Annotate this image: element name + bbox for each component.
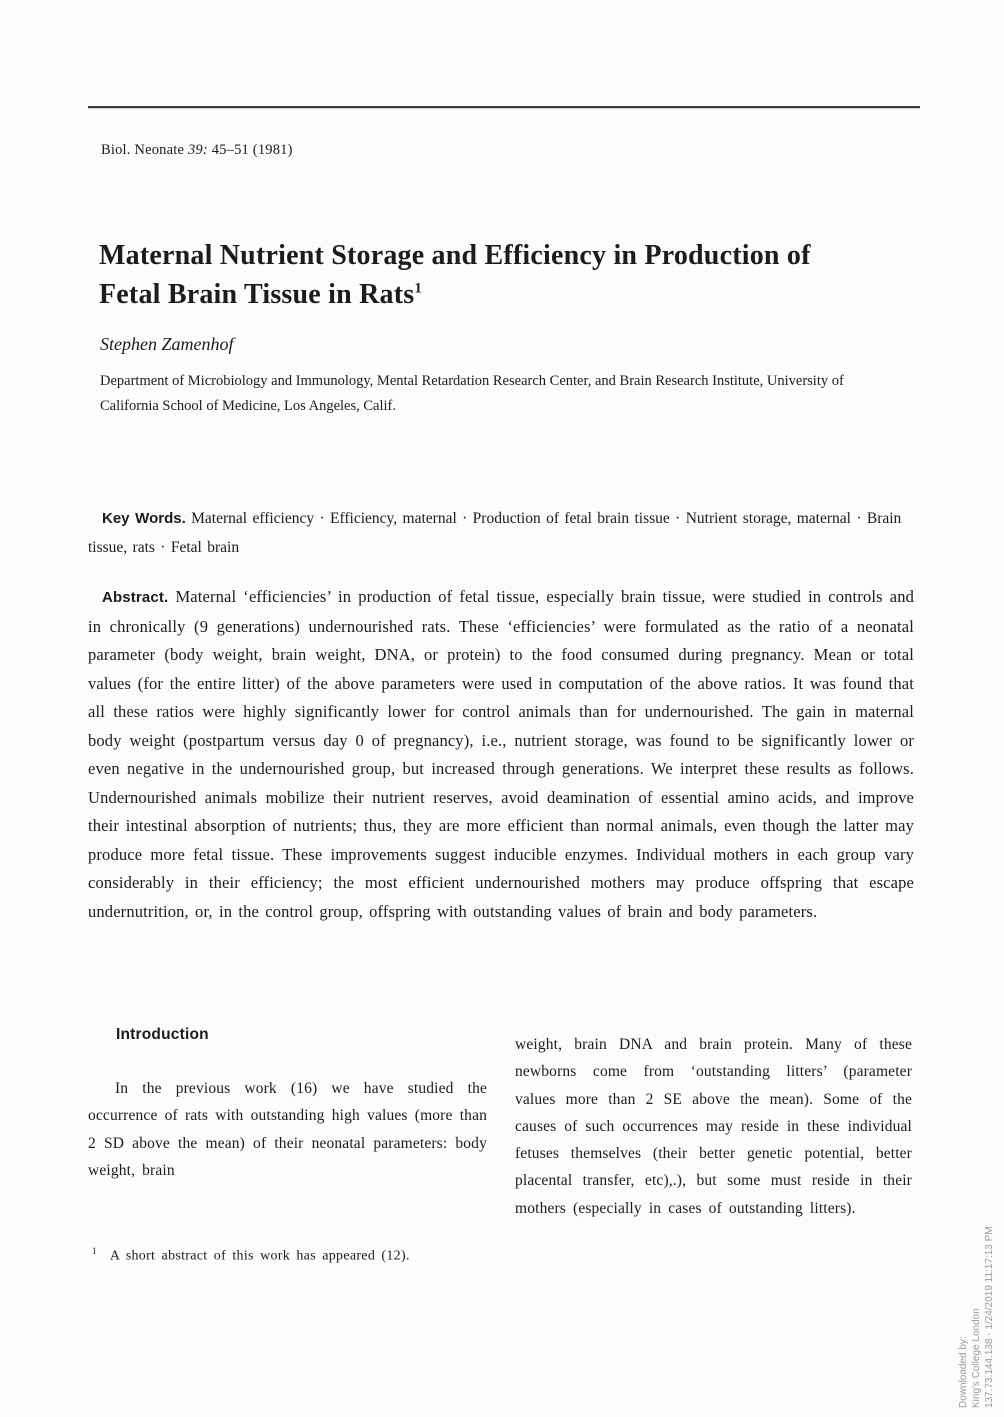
column-right [515, 1031, 912, 1222]
abstract-label: Abstract. [102, 589, 169, 606]
watermark-line2: King's College London [971, 1308, 982, 1408]
title-footnote-marker: 1 [414, 280, 423, 297]
introduction-paragraph-left: In the previous work (16) we have studied the occurrence of rats with outstanding high values (more than 2 SD above the mean) of their neonatal parameters: body weight, brain [88, 1080, 487, 1179]
column-left [88, 1026, 487, 1184]
journal-name: Biol. Neonate [101, 142, 188, 158]
keywords-block [88, 505, 914, 562]
paper-title-line1: Maternal Nutrient Storage and Efficiency in Production of [99, 240, 811, 271]
journal-reference [101, 142, 293, 159]
footnote-text: A short abstract of this work has appeared (12). [109, 1248, 410, 1264]
download-watermark [957, 1193, 996, 1408]
section-heading-introduction: Introduction [116, 1026, 209, 1043]
keywords-text: Maternal efficiency · Efficiency, maternal · Production of fetal brain tissue · Nutrient storage, maternal · Brain tissue, rats · Fetal brain [88, 510, 902, 556]
abstract-block [88, 583, 914, 926]
watermark-line3: 137.73.144.138 - 1/24/2019 11:17:13 PM [984, 1226, 995, 1408]
author-name: Stephen Zamenhof [100, 334, 234, 354]
introduction-paragraph-right: weight, brain DNA and brain protein. Many of these newborns come from ‘outstanding litters’ (parameter values more than 2 SE above the mean). Some of the causes of such occurrences may reside in these individual fetuses themselves (their better genetic potential, better placental transfer, etc),.), but some must reside in their mothers (especially in cases of outstanding litters). [515, 1036, 912, 1217]
journal-pages: 45–51 (1981) [207, 142, 293, 158]
footnote-marker: 1 [92, 1246, 97, 1256]
paper-title-line2: Fetal Brain Tissue in Rats [99, 279, 415, 310]
footnote [92, 1246, 512, 1265]
watermark-line1: Downloaded by: [958, 1336, 969, 1408]
journal-volume: 39: [187, 142, 208, 158]
header-rule [88, 106, 920, 108]
keywords-label: Key Words. [102, 510, 186, 527]
abstract-text: Maternal ‘efficiencies’ in production of fetal tissue, especially brain tissue, were studied in controls and in chronically (9 generations) undernourished rats. These ‘efficiencies’ were formulated as the ratio of a neonatal parameter (body weight, brain weight, DNA, or protein) to the food consumed during pregnancy. Mean or total values (for the entire litter) of the above parameters were used in computation of the above ratios. It was found that all these ratios were highly significantly lower for control animals than for undernourished. The gain in maternal body weight (postpartum versus day 0 of pregnancy), i.e., nutrient storage, was found to be significantly lower or even negative in the undernourished group, but increased through generations. We interpret these results as follows. Undernourished animals mobilize their nutrient reserves, avoid deamination of essential amino acids, and improve their intestinal absorption of nutrients; thus, they are more efficient than normal animals, even though the latter may produce more fetal tissue. These improvements suggest inducible enzymes. Individual mothers in each group vary considerably in their efficiency; the most efficient undernourished mothers may produce offspring that escape undernutrition, or, in the control group, offspring with outstanding values of brain and body parameters. [88, 587, 915, 921]
paper-title [99, 236, 911, 314]
affiliation: Department of Microbiology and Immunology, Mental Retardation Research Center, and Brain Research Institute, University of California School of Medicine, Los Angeles, Calif. [100, 373, 844, 414]
